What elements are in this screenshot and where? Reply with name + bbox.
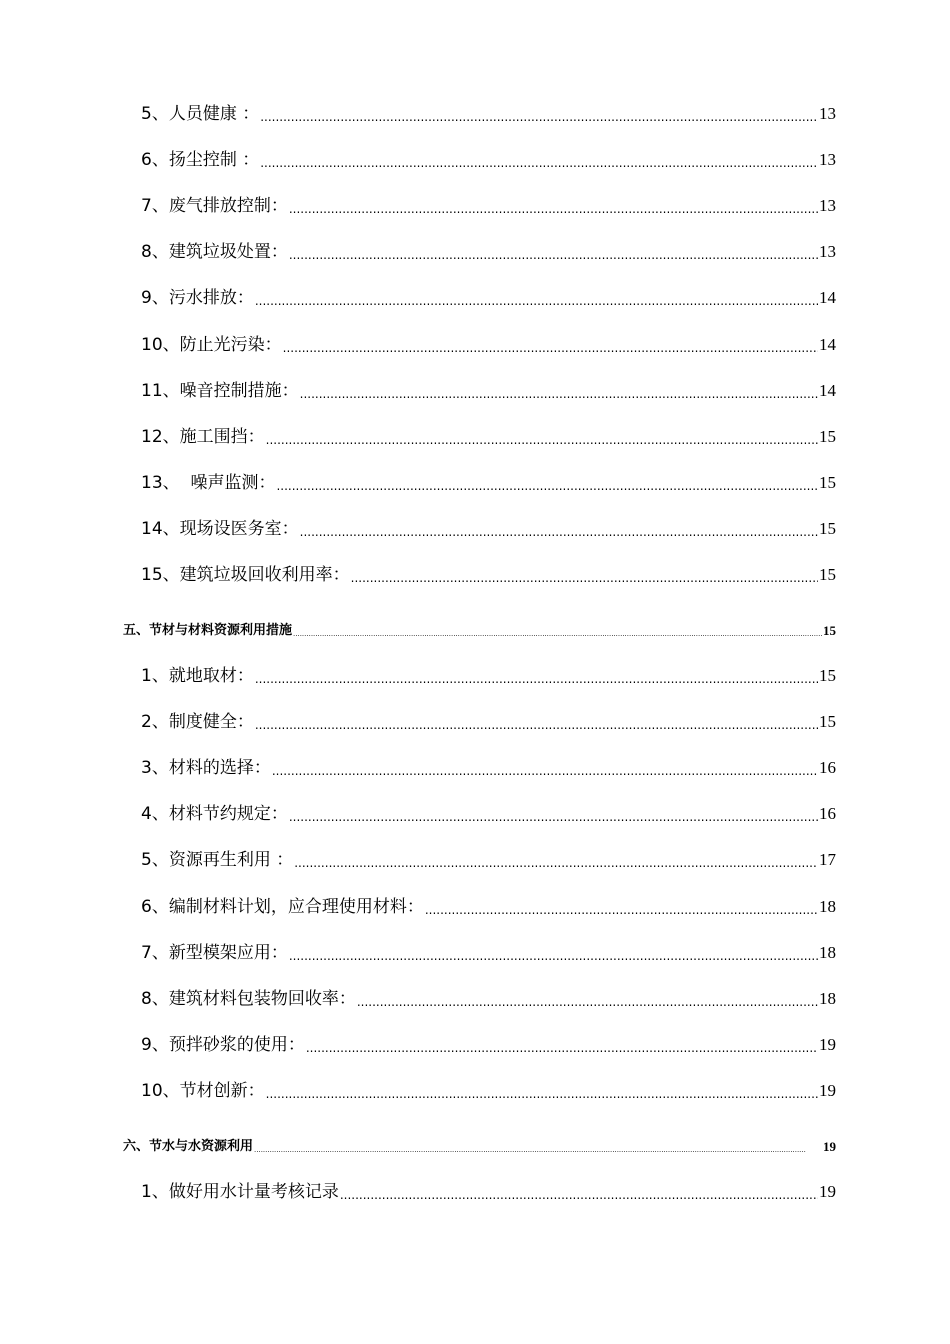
toc-entry[interactable] [0,842,950,872]
toc-section-entry[interactable] [0,1126,950,1156]
dot-leader [255,670,818,688]
toc-entry-page: 16 [819,758,836,777]
toc-entry-page: 15 [819,427,836,446]
dot-leader [289,200,818,218]
toc-entry-label: 11、噪音控制措施： [141,381,299,401]
toc-entry-label: 10、防止光污染： [141,335,282,355]
toc-entry[interactable] [0,419,950,449]
toc-entry-page: 18 [819,943,836,962]
dot-leader [260,154,818,172]
toc-entry-label: 10、节材创新： [141,1081,265,1101]
toc-entry-label: 6、扬尘控制 ： [141,150,260,170]
dot-leader [272,762,818,780]
toc-entry-page: 19 [819,1081,836,1100]
dot-leader [425,901,818,919]
dot-leader [266,1085,818,1103]
toc-entry[interactable] [0,557,950,587]
toc-entry-label: 15、建筑垃圾回收利用率： [141,565,350,585]
dot-leader [306,1039,818,1057]
toc-entry-label: 7、废气排放控制： [141,196,288,216]
toc-entry-page: 19 [819,1035,836,1054]
toc-entry-page: 13 [819,242,836,261]
toc-section-page: 19 [823,1139,836,1154]
toc-entry-label: 4、材料节约规定： [141,804,288,824]
toc-entry[interactable] [0,280,950,310]
toc-entry[interactable] [0,750,950,780]
toc-entry-label: 8、建筑垃圾处置： [141,242,288,262]
toc-entry-page: 13 [819,150,836,169]
toc-entry-page: 13 [819,196,836,215]
dot-leader [293,628,822,640]
toc-entry[interactable] [0,465,950,495]
toc-entry-page: 18 [819,989,836,1008]
dot-leader [276,477,818,495]
toc-entry-label: 12、施工围挡： [141,427,265,447]
dot-leader [255,292,818,310]
dot-leader [340,1186,818,1204]
toc-entry[interactable] [0,188,950,218]
toc-entry-label: 14、现场设医务室： [141,519,299,539]
toc-section-label: 五、节材与材料资源利用措施 [123,623,293,638]
toc-entry-label: 1、做好用水计量考核记录 [141,1182,339,1202]
toc-entry[interactable] [0,234,950,264]
toc-entry-page: 15 [819,473,836,492]
toc-entry-page: 15 [819,565,836,584]
toc-entry[interactable] [0,373,950,403]
dot-leader [255,716,818,734]
toc-entry-label: 9、预拌砂浆的使用： [141,1035,305,1055]
toc-entry[interactable] [0,935,950,965]
toc-entry-label: 2、制度健全： [141,712,254,732]
toc-entry[interactable] [0,96,950,126]
dot-leader [300,385,818,403]
toc-entry[interactable] [0,142,950,172]
toc-entry-label: 7、新型模架应用： [141,943,288,963]
toc-entry[interactable] [0,1174,950,1204]
dot-leader [357,993,818,1011]
toc-entry-page: 15 [819,666,836,685]
dot-leader [283,339,818,357]
toc-entry-page: 14 [819,381,836,400]
toc-section-page: 15 [823,623,836,638]
toc-entry-label: 13、 噪声监测： [141,473,276,493]
toc-entry-page: 15 [819,712,836,731]
toc-entry-page: 15 [819,519,836,538]
dot-leader [351,569,818,587]
toc-entry-label: 8、建筑材料包装物回收率： [141,989,356,1009]
toc-entry-label: 5、人员健康 ： [141,104,260,124]
dot-leader [266,431,818,449]
dot-leader [289,808,818,826]
toc-entry-page: 18 [819,897,836,916]
toc-entry-label: 3、材料的选择： [141,758,271,778]
toc-section-label: 六、节水与水资源利用 [123,1139,254,1154]
toc-entry-label: 6、编制材料计划，应合理使用材料： [141,897,424,917]
dot-leader [260,108,818,126]
toc-entry-page: 16 [819,804,836,823]
dot-leader [289,947,818,965]
dot-leader [294,854,818,872]
toc-entry-page: 13 [819,104,836,123]
toc-entry-page: 14 [819,288,836,307]
toc-entry[interactable] [0,511,950,541]
toc-entry[interactable] [0,1027,950,1057]
toc-section-entry[interactable] [0,610,950,640]
toc-entry[interactable] [0,704,950,734]
toc-entry[interactable] [0,1073,950,1103]
toc-entry-page: 19 [819,1182,836,1201]
toc-entry-page: 14 [819,335,836,354]
toc-entry-label: 9、污水排放： [141,288,254,308]
dot-leader [254,1144,822,1156]
toc-entry[interactable] [0,658,950,688]
toc-entry[interactable] [0,796,950,826]
toc-entry-page: 17 [819,850,836,869]
toc-entry-label: 1、就地取材： [141,666,254,686]
dot-leader [289,246,818,264]
toc-entry-label: 5、资源再生利用 ： [141,850,294,870]
toc-entry[interactable] [0,981,950,1011]
dot-leader [300,523,818,541]
toc-entry[interactable] [0,327,950,357]
toc-entry[interactable] [0,889,950,919]
